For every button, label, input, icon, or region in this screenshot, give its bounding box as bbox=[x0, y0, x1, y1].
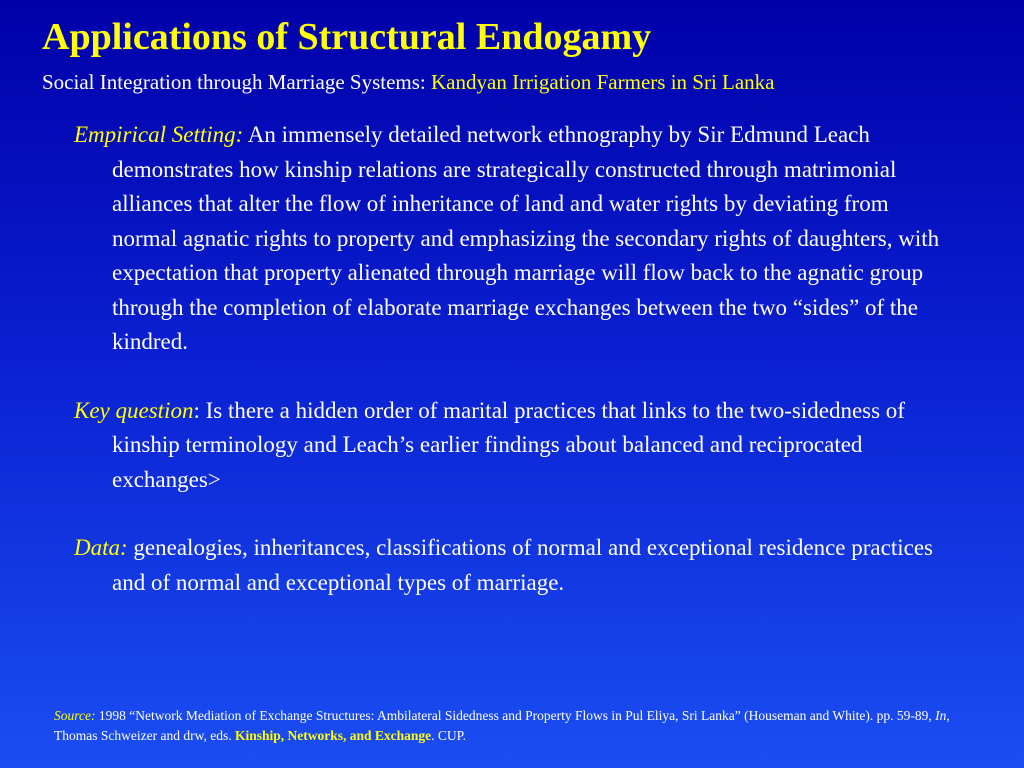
source-label: Source: bbox=[54, 708, 96, 723]
bullet-text: genealogies, inheritances, classifications of normal and exceptional residence practices and of normal and exceptional types of marriage. bbox=[112, 535, 933, 595]
slide-title: Applications of Structural Endogamy bbox=[42, 16, 652, 58]
source-in-word: In, bbox=[935, 708, 950, 723]
subtitle-lead: Social Integration through Marriage Systems: bbox=[42, 70, 432, 94]
source-part-1: 1998 “Network Mediation of Exchange Structures: Ambilateral Sidedness and Property Flows in Pul Eliya, Sri Lanka” (Houseman and White). pp. 59-89, bbox=[95, 708, 936, 723]
slide-body bbox=[74, 118, 954, 634]
bullet-text: An immensely detailed network ethnography by Sir Edmund Leach demonstrates how kinship relations are strategically constructed through matrimonial alliances that alter the flow of inheritance of land and water rights by deviating from normal agnatic rights to property and emphasizing the secondary rights of daughters, with expectation that property alienated through marriage will flow back to the agnatic group through the completion of elaborate marriage exchanges between the two “sides” of the kindred. bbox=[112, 122, 940, 354]
subtitle-highlight: Kandyan Irrigation Farmers in Sri Lanka bbox=[431, 70, 775, 94]
source-citation bbox=[54, 706, 984, 746]
bullet-label: Key question bbox=[74, 397, 194, 423]
source-part-2: Thomas Schweizer and drw, eds. bbox=[54, 728, 235, 743]
bullet-empirical-setting bbox=[74, 118, 954, 360]
source-part-3: . CUP. bbox=[431, 728, 467, 743]
bullet-key-question bbox=[74, 394, 954, 498]
bullet-data bbox=[74, 531, 954, 600]
source-book-title: Kinship, Networks, and Exchange bbox=[234, 728, 432, 743]
slide-subtitle bbox=[42, 70, 775, 95]
bullet-text: : Is there a hidden order of marital practices that links to the two-sidedness of kinship terminology and Leach’s earlier findings about balanced and reciprocated exchanges> bbox=[112, 397, 905, 492]
bullet-label: Empirical Setting: bbox=[74, 122, 244, 147]
bullet-label: Data: bbox=[74, 535, 128, 560]
